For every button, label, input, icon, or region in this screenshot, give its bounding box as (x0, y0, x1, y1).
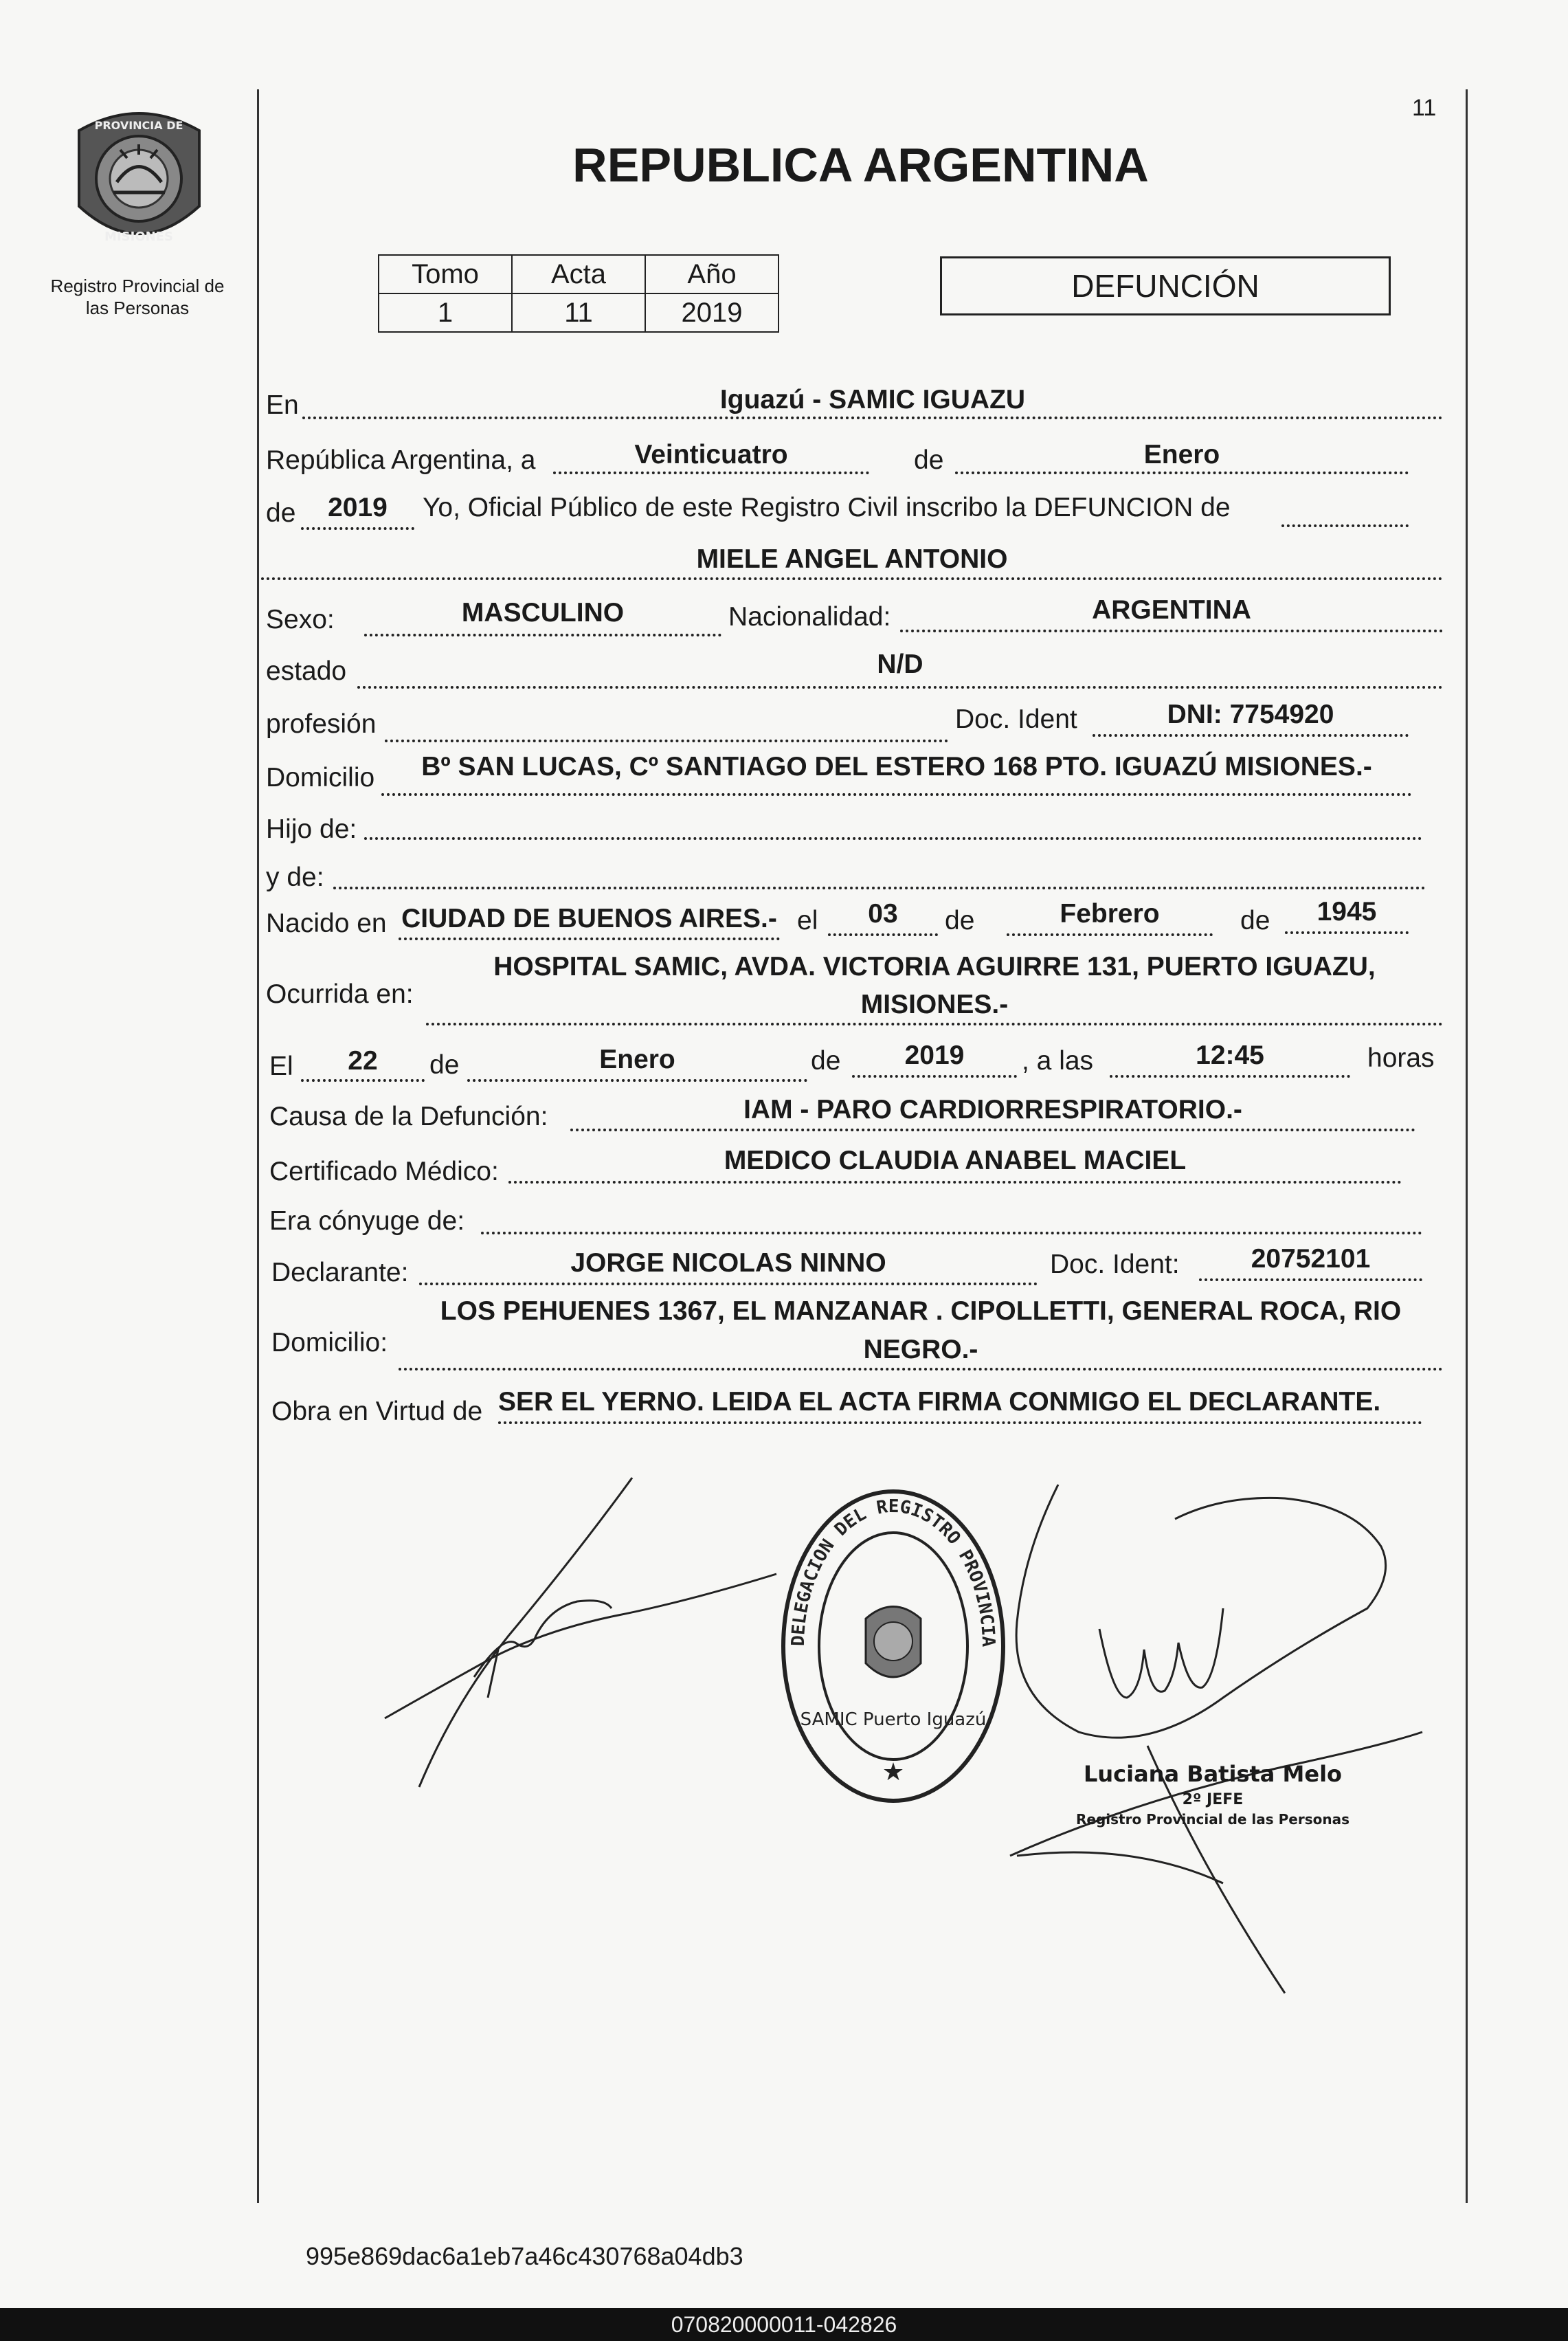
label-a-las: , a las (1022, 1046, 1094, 1076)
right-margin-line (1466, 89, 1468, 2203)
official-role: 2º JEFE (1182, 1791, 1244, 1808)
reference-table-header-row (379, 255, 779, 293)
field-sex: MASCULINO (461, 598, 625, 628)
field-death-month: Enero (599, 1045, 675, 1074)
reference-table (378, 254, 779, 333)
declarant-signature (371, 1471, 797, 1801)
field-birth-day: 03 (868, 899, 898, 929)
label-nacionalidad: Nacionalidad: (728, 602, 891, 632)
svg-text:MISIONES: MISIONES (104, 230, 173, 244)
dotted-line (419, 1283, 1038, 1285)
label-nacido-en: Nacido en (266, 909, 387, 938)
dotted-line (852, 1075, 1017, 1078)
dotted-line (364, 634, 721, 636)
field-death-time: 12:45 (1196, 1041, 1264, 1070)
label-El: El (269, 1052, 293, 1081)
field-record-day: Veinticuatro (634, 440, 788, 469)
label-de: de (1240, 906, 1270, 935)
reference-table-value-row (379, 293, 779, 332)
dotted-line (955, 471, 1409, 474)
label-intro: Yo, Oficial Público de este Registro Civil inscribo la DEFUNCION de (423, 493, 1231, 522)
dotted-line (261, 577, 1443, 580)
label-el: el (797, 906, 818, 935)
field-declarant-address-line1: LOS PEHUENES 1367, EL MANZANAR . CIPOLLETTI, GENERAL ROCA, RIO (440, 1296, 1402, 1326)
dotted-line (1285, 931, 1409, 934)
svg-text:PROVINCIA DE: PROVINCIA DE (94, 119, 183, 132)
dotted-line (302, 417, 1443, 419)
official-name: Luciana Batista Melo (1083, 1761, 1343, 1787)
dotted-line (1093, 734, 1409, 737)
dotted-line (357, 686, 1443, 689)
label-hijo-de: Hijo de: (266, 814, 357, 844)
dotted-line (399, 937, 780, 940)
field-cause: IAM - PARO CARDIORRESPIRATORIO.- (743, 1095, 1242, 1124)
table-header-tomo: Tomo (379, 255, 512, 293)
field-birth-month: Febrero (1060, 899, 1160, 929)
dotted-line (1281, 524, 1409, 527)
official-signature (996, 1471, 1443, 2021)
label-doc-ident: Doc. Ident (955, 704, 1077, 734)
registry-name-line1: Registro Provincial de (50, 276, 225, 296)
dotted-line (481, 1232, 1422, 1234)
provincial-seal-icon (65, 103, 213, 258)
dotted-line (570, 1129, 1415, 1131)
label-ocurrida-en: Ocurrida en: (266, 979, 414, 1009)
page-title: REPUBLICA ARGENTINA (572, 138, 1149, 192)
label-conyuge: Era cónyuge de: (269, 1206, 465, 1236)
field-declarant: JORGE NICOLAS NINNO (570, 1248, 886, 1278)
official-office: Registro Provincial de las Personas (1075, 1811, 1350, 1828)
left-margin-line (257, 89, 259, 2203)
label-certificado: Certificado Médico: (269, 1157, 499, 1186)
field-place: Iguazú - SAMIC IGUAZU (719, 385, 1026, 414)
official-stamp-text (1068, 1761, 1357, 1828)
table-value-tomo: 1 (379, 293, 512, 332)
table-header-anio: Año (645, 255, 779, 293)
field-certificate: MEDICO CLAUDIA ANABEL MACIEL (724, 1146, 1187, 1175)
table-value-acta: 11 (512, 293, 645, 332)
dotted-line (900, 630, 1443, 632)
label-profesion: profesión (266, 709, 377, 739)
field-document: DNI: 7754920 (1167, 700, 1334, 729)
document-type-box: DEFUNCIÓN (940, 256, 1391, 315)
dotted-line (1007, 933, 1213, 936)
field-civil-status: N/D (877, 650, 923, 679)
dotted-line (553, 471, 869, 474)
footer-code: 070820000011-042826 (0, 2308, 1568, 2341)
dotted-line (426, 1023, 1443, 1025)
label-de: de (429, 1050, 460, 1080)
label-obra: Obra en Virtud de (271, 1397, 483, 1426)
dotted-line (467, 1079, 807, 1082)
page-number: 11 (1412, 95, 1437, 121)
label-sexo: Sexo: (266, 605, 335, 634)
provincial-seal (65, 103, 213, 258)
delegation-stamp (776, 1485, 1010, 1808)
dotted-line (301, 527, 414, 530)
table-header-acta: Acta (512, 255, 645, 293)
label-doc-ident-declarant: Doc. Ident: (1050, 1250, 1180, 1279)
label-republica: República Argentina, a (266, 445, 536, 475)
field-record-year: 2019 (328, 493, 388, 522)
dotted-line (1199, 1278, 1422, 1281)
dotted-line (381, 793, 1412, 796)
dotted-line (301, 1079, 425, 1082)
label-estado: estado (266, 656, 347, 686)
field-deceased-name: MIELE ANGEL ANTONIO (696, 544, 1008, 574)
field-death-year: 2019 (904, 1041, 965, 1070)
dotted-line (399, 1368, 1443, 1371)
dotted-line (333, 887, 1426, 889)
field-death-day: 22 (348, 1046, 378, 1076)
stamp-inner-text: SAMIC Puerto Iguazú (800, 1709, 987, 1730)
dotted-line (498, 1421, 1422, 1424)
label-de: de (266, 498, 296, 528)
label-de: de (945, 906, 975, 935)
label-y-de: y de: (266, 863, 324, 892)
field-record-month: Enero (1143, 440, 1220, 469)
field-birth-place: CIUDAD DE BUENOS AIRES.- (401, 904, 777, 933)
registry-name (27, 275, 247, 319)
table-value-anio: 2019 (645, 293, 779, 332)
label-domicilio: Domicilio (266, 763, 375, 792)
dotted-line (1110, 1075, 1350, 1078)
dotted-line (385, 740, 948, 742)
label-de: de (811, 1046, 841, 1076)
svg-text:★: ★ (882, 1758, 905, 1786)
delegation-stamp-icon (776, 1485, 1010, 1808)
field-declarant-doc: 20752101 (1251, 1244, 1371, 1274)
label-horas: horas (1367, 1043, 1435, 1073)
registry-name-line2: las Personas (85, 298, 190, 318)
field-birth-year: 1945 (1317, 897, 1377, 927)
stamp-ring-text: DELEGACION DEL REGISTRO PROVINCIA (787, 1496, 999, 1647)
label-de: de (914, 445, 944, 475)
field-occurred-line2: MISIONES.- (860, 990, 1009, 1019)
document-hash: 995e869dac6a1eb7a46c430768a04db3 (306, 2242, 743, 2270)
label-causa: Causa de la Defunción: (269, 1102, 548, 1131)
field-occurred-line1: HOSPITAL SAMIC, AVDA. VICTORIA AGUIRRE 131, PUERTO IGUAZU, (493, 952, 1376, 981)
field-by-virtue-of: SER EL YERNO. LEIDA EL ACTA FIRMA CONMIGO EL DECLARANTE. (498, 1387, 1381, 1417)
field-nationality: ARGENTINA (1092, 595, 1251, 625)
label-domicilio-declarant: Domicilio: (271, 1328, 388, 1357)
field-declarant-address-line2: NEGRO.- (863, 1335, 978, 1364)
dotted-line (364, 837, 1422, 840)
label-declarante: Declarante: (271, 1258, 409, 1287)
field-address: Bº SAN LUCAS, Cº SANTIAGO DEL ESTERO 168 PTO. IGUAZÚ MISIONES.- (421, 752, 1372, 781)
dotted-line (508, 1181, 1402, 1184)
dotted-line (828, 933, 938, 936)
label-en: En (266, 390, 299, 420)
